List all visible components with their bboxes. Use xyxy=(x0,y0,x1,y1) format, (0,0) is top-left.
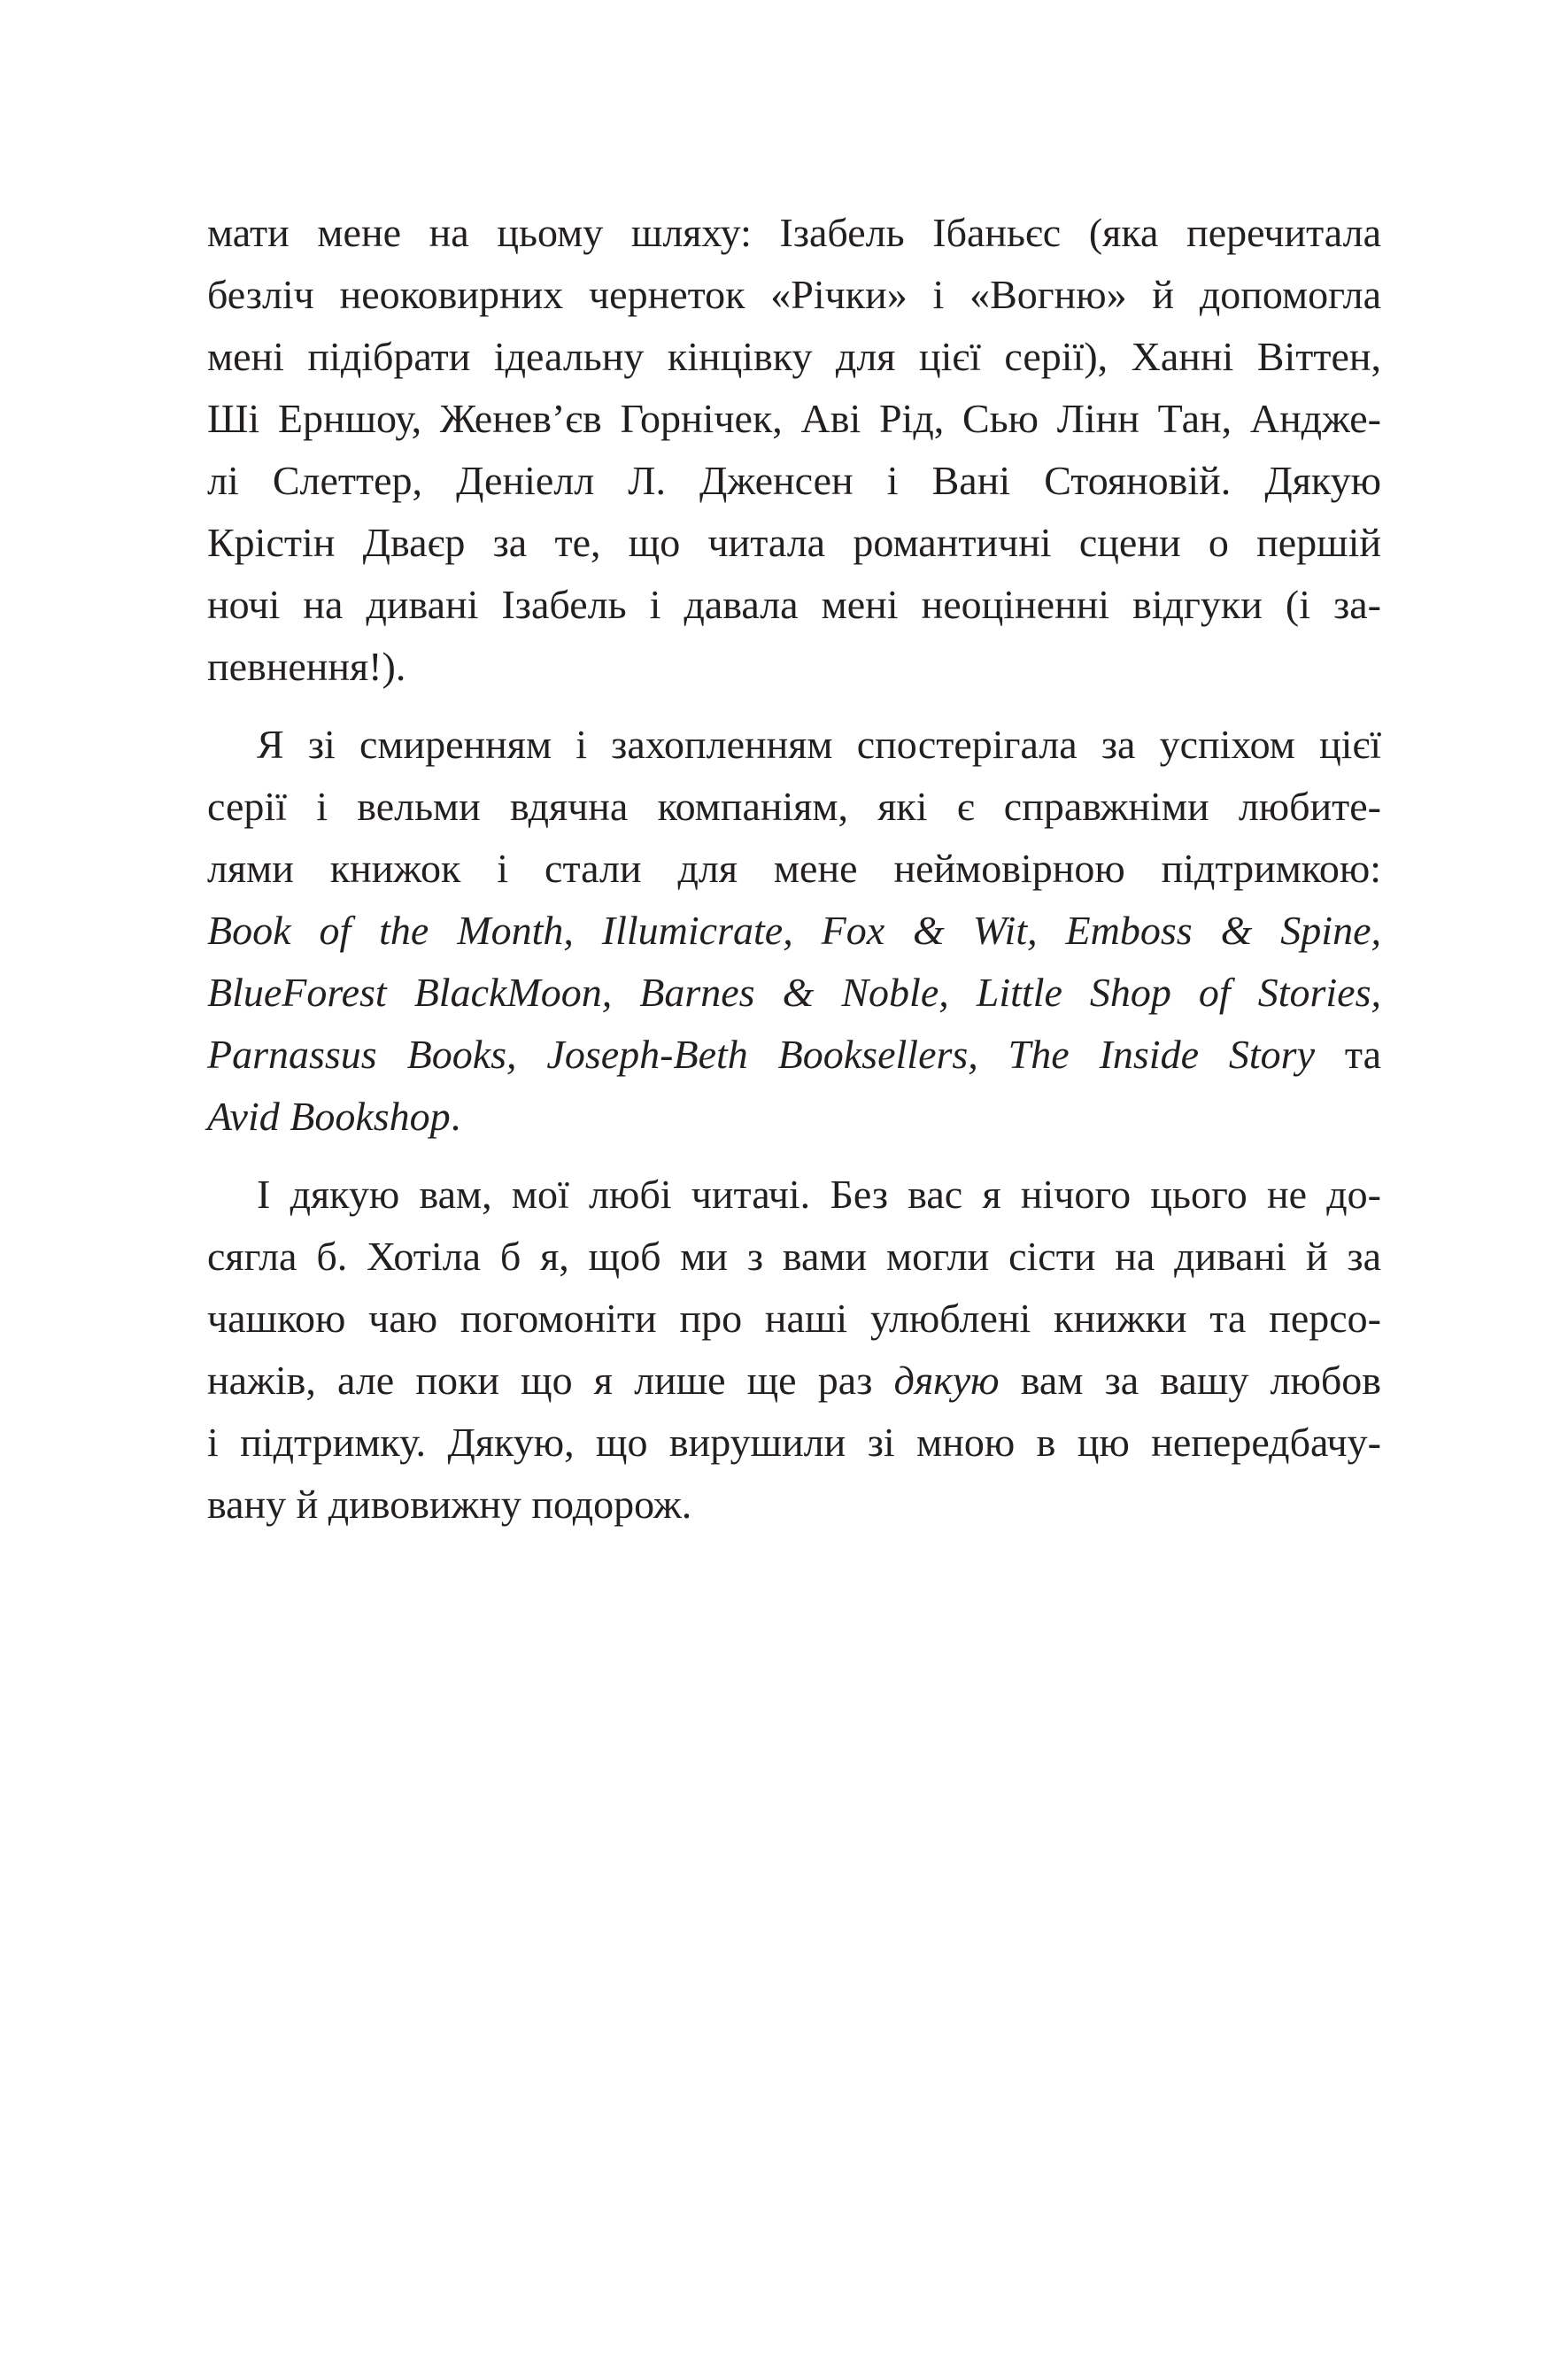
text-line: мені підібрати ідеальну кінцівку для цієї серії), Ханні Віттен, xyxy=(207,334,1381,379)
text-line: і підтримку. Дякую, що вирушили зі мною в цю непередбачу- xyxy=(207,1420,1381,1465)
text-line: Ші Ерншоу, Женев’єв Горнічек, Аві Рід, Сью Лінн Тан, Андже- xyxy=(207,396,1381,441)
text-line: Я зі смиренням і захопленням спостерігала за успіхом цієї xyxy=(257,722,1381,767)
text-line xyxy=(207,900,1381,962)
text-line: певнення!). xyxy=(207,644,406,689)
italic-text: Book of the Month, Illumicrate, Fox & Wit, Emboss & Spine, xyxy=(207,908,1381,953)
text-line xyxy=(207,962,1381,1024)
italic-text: Parnassus Books, Joseph-Beth Booksellers, The Inside Story xyxy=(207,1032,1315,1077)
text-line: серії і вельми вдячна компаніям, які є справжніми любите- xyxy=(207,784,1381,829)
paragraph-1 xyxy=(207,202,1381,698)
italic-text: BlueForest BlackMoon, Barnes & Noble, Little Shop of Stories, xyxy=(207,970,1381,1015)
text-line: мати мене на цьому шляху: Ізабель Ібаньєс (яка перечитала xyxy=(207,210,1381,255)
paragraph-3 xyxy=(207,1164,1381,1536)
text-line: Крістін Дваєр за те, що читала романтичні сцени о першій xyxy=(207,520,1381,565)
text-line: безліч неоковирних чернеток «Річки» і «Вогню» й допомогла xyxy=(207,272,1381,317)
text-line: Avid Bookshop. xyxy=(207,1094,461,1139)
text-line: чашкою чаю погомоніти про наші улюблені книжки та персо- xyxy=(207,1296,1381,1341)
body-text xyxy=(207,202,1381,1536)
paragraph-2 xyxy=(207,714,1381,1148)
text-line: нажів, але поки що я лише ще раз дякую вам за вашу любов xyxy=(207,1358,1381,1403)
text-line: І дякую вам, мої любі читачі. Без вас я нічого цього не до- xyxy=(257,1172,1381,1217)
paragraph-gap xyxy=(207,1148,1381,1164)
text-line: вану й дивовижну подорож. xyxy=(207,1482,692,1527)
text-line: Parnassus Books, Joseph-Beth Booksellers, The Inside Story та xyxy=(207,1032,1381,1077)
text-line: лі Слеттер, Деніелл Л. Дженсен і Вані Стояновій. Дякую xyxy=(207,458,1381,503)
paragraph-gap xyxy=(207,698,1381,714)
text-line: сягла б. Хотіла б я, щоб ми з вами могли сісти на дивані й за xyxy=(207,1234,1381,1279)
text-line: ночі на дивані Ізабель і давала мені неоціненні відгуки (і за- xyxy=(207,582,1381,627)
text-line: лями книжок і стали для мене неймовірною підтримкою: xyxy=(207,846,1381,891)
italic-text: дякую xyxy=(893,1358,1000,1403)
italic-text: Avid Bookshop xyxy=(207,1094,451,1139)
